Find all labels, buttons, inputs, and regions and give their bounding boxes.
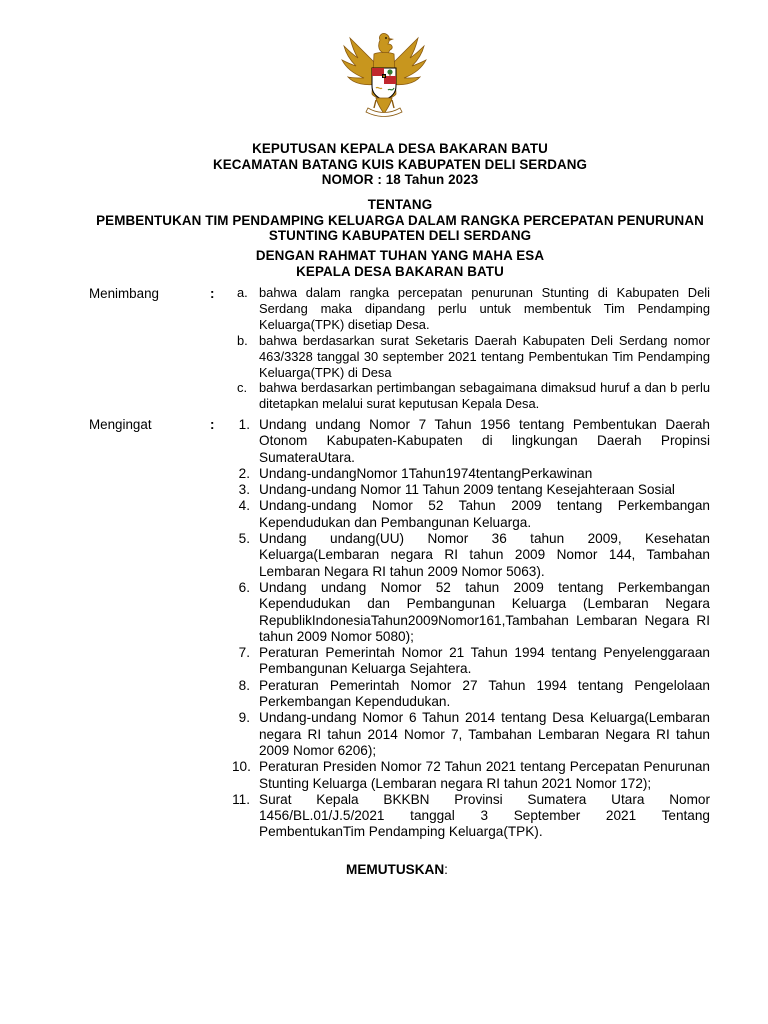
- menimbang-label: Menimbang: [89, 286, 159, 301]
- list-item-text: Undang undang Nomor 52 tahun 2009 tentang Perkembangan Kependudukan dan Pembangunan Keluarga (Lembaran Negara RepublikIndonesiaTahun2009Nomor161,Tambahan Lembaran Negara RI tahun 2009 Nomor 5080);: [259, 579, 710, 644]
- preamble-line1: DENGAN RAHMAT TUHAN YANG MAHA ESA: [255, 248, 545, 263]
- memutuskan-colon: :: [444, 862, 448, 877]
- list-marker: c.: [237, 380, 248, 396]
- subject-line1: PEMBENTUKAN TIM PENDAMPING KELUARGA DALAM RANGKA PERCEPATAN PENURUNAN: [96, 212, 704, 228]
- menimbang-colon: :: [210, 286, 215, 301]
- list-marker: 10.: [232, 759, 251, 775]
- list-item: [232, 710, 710, 759]
- decree-heading: [60, 141, 740, 188]
- list-item-text: Peraturan Presiden Nomor 72 Tahun 2021 tentang Percepatan Penurunan Stunting Keluarga (Lembaran negara RI tahun 2021 Nomor 172);: [259, 759, 710, 791]
- mengingat-label: Mengingat: [89, 417, 152, 432]
- list-item-text: Undang-undangNomor 1Tahun1974tentangPerkawinan: [259, 465, 593, 481]
- list-item: [232, 580, 710, 645]
- list-item: [232, 792, 710, 841]
- garuda-emblem-icon: [338, 30, 430, 122]
- list-item: [232, 531, 710, 580]
- list-item-text: Undang-undang Nomor 52 Tahun 2009 tentang Perkembangan Kependudukan dan Pembangunan Keluarga.: [259, 498, 710, 530]
- list-marker: a.: [237, 285, 248, 300]
- mengingat-list: [232, 417, 710, 841]
- list-marker: 1.: [238, 417, 250, 432]
- list-marker: 3.: [238, 482, 250, 498]
- list-marker: 6.: [238, 579, 250, 595]
- list-marker: 8.: [238, 677, 250, 693]
- list-marker: 7.: [238, 645, 250, 661]
- list-item: [232, 678, 710, 711]
- mengingat-colon: :: [210, 417, 215, 432]
- decree-title-line1: KEPUTUSAN KEPALA DESA BAKARAN BATU: [252, 141, 548, 156]
- decree-number: NOMOR : 18 Tahun 2023: [321, 172, 479, 187]
- list-marker: 2.: [238, 465, 250, 481]
- list-item: [232, 417, 710, 466]
- list-item: [232, 482, 710, 498]
- list-item-text: Undang undang(UU) Nomor 36 tahun 2009, Kesehatan Keluarga(Lembaran negara RI tahun 2009 Nomor 144, Tambahan Lembaran Negara RI tahun 2009 Nomor 5063).: [259, 531, 710, 579]
- list-item: [232, 498, 710, 531]
- list-item-text: Undang undang Nomor 7 Tahun 1956 tentang Pembentukan Daerah Otonom Kabupaten-Kabupaten di lingkungan Daerah Propinsi SumateraUtara.: [259, 417, 710, 465]
- list-marker: b.: [237, 332, 248, 348]
- decree-title-line2: KECAMATAN BATANG KUIS KABUPATEN DELI SERDANG: [212, 156, 588, 172]
- list-item-text: Peraturan Pemerintah Nomor 27 Tahun 1994 tentang Pengelolaan Perkembangan Kependudukan.: [259, 677, 710, 710]
- list-item-text: Undang-undang Nomor 6 Tahun 2014 tentang Desa Keluarga(Lembaran negara RI tahun 2014 Nomor 7, Tambahan Lembaran Negara RI tahun 2009 Nomor 6206);: [259, 710, 710, 758]
- list-item-text: bahwa berdasarkan pertimbangan sebagaimana dimaksud huruf a dan b perlu ditetapkan melalui surat keputusan Kepala Desa.: [259, 380, 710, 412]
- list-item-text: bahwa berdasarkan surat Seketaris Daerah Kabupaten Deli Serdang nomor 463/3328 tanggal 30 september 2021 tentang Pembentukan Tim Pendamping Keluarga(TPK) di Desa: [259, 332, 710, 380]
- list-item-text: Surat Kepala BKKBN Provinsi Sumatera Utara Nomor 1456/BL.01/J.5/2021 tanggal 3 September 2021 Tentang PembentukanTim Pendamping Keluarga(TPK).: [259, 791, 710, 840]
- tentang-label: TENTANG: [367, 197, 433, 212]
- list-marker: 11.: [232, 791, 250, 807]
- list-marker: 9.: [238, 710, 250, 726]
- subject-line2: STUNTING KABUPATEN DELI SERDANG: [268, 228, 532, 243]
- list-item: [232, 466, 710, 482]
- list-item-text: bahwa dalam rangka percepatan penurunan Stunting di Kabupaten Deli Serdang maka dipandang perlu untuk membentuk Tim Pendamping Keluarga(TPK) disetiap Desa.: [259, 285, 710, 332]
- memutuskan-heading: [346, 862, 448, 878]
- list-item: [232, 759, 710, 792]
- list-item: [232, 333, 710, 381]
- subject-heading: [60, 197, 740, 244]
- list-item: [232, 285, 710, 333]
- list-item: [232, 645, 710, 678]
- menimbang-list: [232, 285, 710, 412]
- list-item-text: Peraturan Pemerintah Nomor 21 Tahun 1994 tentang Penyelenggaraan Pembangunan Keluarga Sejahtera.: [259, 645, 710, 677]
- list-marker: 4.: [238, 498, 250, 514]
- memutuskan-label: MEMUTUSKAN: [346, 862, 445, 877]
- list-item: [232, 380, 710, 412]
- preamble-line2: KEPALA DESA BAKARAN BATU: [296, 263, 504, 279]
- list-item-text: Undang-undang Nomor 11 Tahun 2009 tentang Kesejahteraan Sosial: [259, 482, 675, 498]
- preamble-heading: [60, 248, 740, 279]
- list-marker: 5.: [238, 531, 250, 547]
